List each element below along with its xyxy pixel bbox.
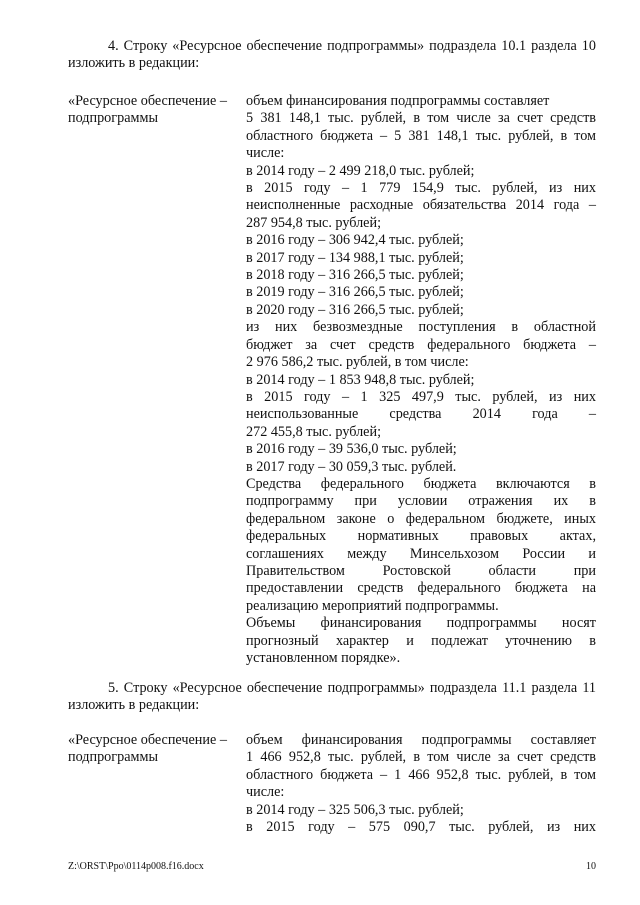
text-line: в 2019 году – 316 266,5 тыс. рублей; (246, 284, 464, 301)
text-line: 287 954,8 тыс. рублей; (246, 214, 382, 231)
text-line: подпрограмму при условии отражения их в (246, 493, 596, 510)
text-line: 272 455,8 тыс. рублей; (246, 423, 382, 440)
text-line: соглашениях между Минсельхозом России и (246, 545, 596, 562)
text-line: бюджет за счет средств федерального бюджета – (246, 336, 596, 353)
text-line: областного бюджета – 1 466 952,8 тыс. рублей, в том (246, 766, 596, 783)
text-line: Средства федерального бюджета включаются в (246, 475, 596, 492)
text-line: в 2018 году – 316 266,5 тыс. рублей; (246, 267, 464, 284)
text-line: в 2015 году – 1 779 154,9 тыс. рублей, из них (246, 180, 596, 197)
text-line: в 2015 году – 575 090,7 тыс. рублей, из них (246, 819, 596, 836)
text-line: 2 976 586,2 тыс. рублей, в том числе: (246, 354, 469, 371)
text-line: из них безвозмездные поступления в областной (246, 319, 596, 336)
text-line: объем финансирования подпрограммы составляет (246, 732, 596, 748)
text-line: объем финансирования подпрограммы составляет (246, 93, 550, 109)
text-line: в 2016 году – 39 536,0 тыс. рублей; (246, 441, 457, 458)
footer-file-path: Z:\ORST\Ppo\0114p008.f16.docx (68, 861, 204, 872)
section5-label: «Ресурсное обеспечение – подпрограммы (68, 732, 227, 766)
text-line: в 2015 году – 1 325 497,9 тыс. рублей, из них (246, 388, 596, 405)
text-line: реализацию мероприятий подпрограммы. (246, 597, 499, 614)
text-line: в 2017 году – 134 988,1 тыс. рублей; (246, 249, 464, 266)
text-line: в 2017 году – 30 059,3 тыс. рублей. (246, 458, 457, 475)
section4-label: «Ресурсное обеспечение – подпрограммы (68, 93, 227, 127)
section5-intro-text: 5. Строку «Ресурсное обеспечение подпрограммы» подраздела 11.1 раздела 11 изложить в редакции: (68, 680, 596, 714)
text-line: в 2014 году – 325 506,3 тыс. рублей; (246, 801, 464, 818)
text-line: в 2016 году – 306 942,4 тыс. рублей; (246, 232, 464, 249)
text-line: в 2014 году – 1 853 948,8 тыс. рублей; (246, 371, 475, 388)
text-line: неисполненные расходные обязательства 2014 года – (246, 197, 596, 214)
text-line: предоставлении средств федерального бюджета на (246, 580, 596, 597)
text-line: числе: (246, 784, 285, 801)
text-line: 1 466 952,8 тыс. рублей, в том числе за счет средств (246, 749, 596, 766)
text-line: федеральном законе о федеральном бюджете, иных (246, 510, 596, 527)
text-line: в 2020 году – 316 266,5 тыс. рублей; (246, 301, 464, 318)
section5-intro (68, 680, 596, 715)
section4-body (246, 93, 596, 667)
footer-page-number: 10 (586, 861, 596, 872)
text-line: в 2014 году – 2 499 218,0 тыс. рублей; (246, 162, 475, 179)
text-line: 5 381 148,1 тыс. рублей, в том числе за счет средств (246, 110, 596, 127)
text-line: прогнозный характер и подлежат уточнению в (246, 632, 596, 649)
section4-intro (68, 38, 596, 73)
text-line: числе: (246, 145, 285, 162)
text-line: областного бюджета – 5 381 148,1 тыс. рублей, в том (246, 127, 596, 144)
section4-intro-text: 4. Строку «Ресурсное обеспечение подпрограммы» подраздела 10.1 раздела 10 изложить в редакции: (68, 38, 596, 72)
text-line: Правительством Ростовской области при (246, 562, 596, 579)
text-line: установленном порядке». (246, 650, 401, 666)
section5-body (246, 732, 596, 852)
text-line: Объемы финансирования подпрограммы носят (246, 615, 596, 632)
text-line: федеральных нормативных правовых актах, (246, 528, 596, 545)
text-line: неиспользованные средства 2014 года – (246, 406, 596, 423)
